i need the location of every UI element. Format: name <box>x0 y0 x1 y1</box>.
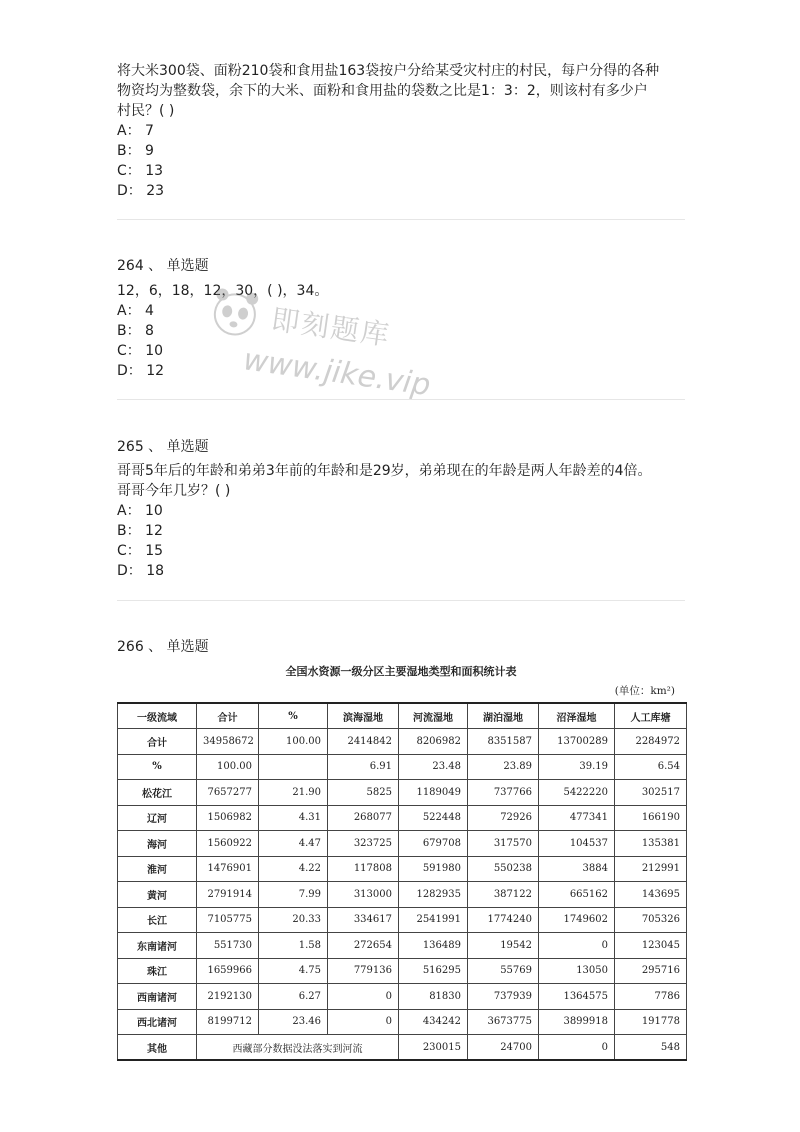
row-label: 合计 <box>118 729 197 755</box>
table-cell: 104537 <box>539 831 615 857</box>
table-row <box>118 831 687 857</box>
table-cell: 4.75 <box>259 958 328 984</box>
table-title: 全国水资源一级分区主要湿地类型和面积统计表 <box>285 665 517 678</box>
table-cell: 230015 <box>399 1035 468 1061</box>
option-b: B： 12 <box>117 523 163 539</box>
table-cell: 3899918 <box>539 1009 615 1035</box>
column-header: % <box>259 703 328 729</box>
question-263 <box>117 61 707 201</box>
question-265 <box>117 461 707 581</box>
table-cell: 522448 <box>399 805 468 831</box>
watermark-url: www.jike.vip <box>241 342 433 404</box>
table-cell: 2414842 <box>328 729 399 755</box>
row-label: 长江 <box>118 907 197 933</box>
table-cell: 39.19 <box>539 754 615 780</box>
table-cell: 7.99 <box>259 882 328 908</box>
table-cell: 1.58 <box>259 933 328 959</box>
question-header: 266 、 单选题 <box>117 639 209 655</box>
table-cell: 7657277 <box>197 780 259 806</box>
row-label: % <box>118 754 197 780</box>
table-cell: 8199712 <box>197 1009 259 1035</box>
table-cell: 5422220 <box>539 780 615 806</box>
column-header: 合计 <box>197 703 259 729</box>
table-cell: 0 <box>328 984 399 1010</box>
table-cell: 81830 <box>399 984 468 1010</box>
watermark-brand: 即刻题库 <box>269 302 393 353</box>
table-cell: 317570 <box>468 831 539 857</box>
table-cell: 20.33 <box>259 907 328 933</box>
column-header: 人工库塘 <box>615 703 687 729</box>
table-cell: 548 <box>615 1035 687 1061</box>
question-stem: 哥哥今年几岁？( ) <box>117 483 231 499</box>
row-label: 西北诸河 <box>118 1009 197 1035</box>
table-cell: 100.00 <box>197 754 259 780</box>
table-cell: 1506982 <box>197 805 259 831</box>
option-c: C： 10 <box>117 343 164 359</box>
row-label: 黄河 <box>118 882 197 908</box>
table-header-row <box>118 703 687 729</box>
table-cell: 143695 <box>615 882 687 908</box>
table-cell: 4.31 <box>259 805 328 831</box>
column-header: 滨海湿地 <box>328 703 399 729</box>
table-cell: 4.47 <box>259 831 328 857</box>
table-cell: 434242 <box>399 1009 468 1035</box>
table-cell: 1476901 <box>197 856 259 882</box>
table-cell: 23.46 <box>259 1009 328 1035</box>
table-cell: 136489 <box>399 933 468 959</box>
table-cell: 2541991 <box>399 907 468 933</box>
column-header: 一级流域 <box>118 703 197 729</box>
table-cell: 6.27 <box>259 984 328 1010</box>
table-cell: 123045 <box>615 933 687 959</box>
option-b: B： 9 <box>117 143 154 159</box>
table-cell: 24700 <box>468 1035 539 1061</box>
wetland-statistics-table <box>117 702 687 1061</box>
table-cell: 313000 <box>328 882 399 908</box>
table-cell: 5825 <box>328 780 399 806</box>
table-cell: 591980 <box>399 856 468 882</box>
table-cell: 550238 <box>468 856 539 882</box>
table-cell: 3673775 <box>468 1009 539 1035</box>
table-cell: 0 <box>539 933 615 959</box>
divider <box>117 219 685 220</box>
table-cell: 21.90 <box>259 780 328 806</box>
table-cell: 705326 <box>615 907 687 933</box>
table-row <box>118 729 687 755</box>
table-cell: 268077 <box>328 805 399 831</box>
table-cell: 7105775 <box>197 907 259 933</box>
table-cell: 135381 <box>615 831 687 857</box>
option-d: D： 12 <box>117 363 165 379</box>
question-stem: 村民？( ) <box>117 103 175 119</box>
table-unit: (单位：km²) <box>614 685 675 697</box>
table-note: 西藏部分数据没法落实到河流 <box>197 1035 399 1061</box>
table-cell: 323725 <box>328 831 399 857</box>
table-cell: 295716 <box>615 958 687 984</box>
table-cell: 3884 <box>539 856 615 882</box>
question-264 <box>117 281 707 381</box>
column-header: 湖泊湿地 <box>468 703 539 729</box>
option-d: D： 18 <box>117 563 165 579</box>
table-row <box>118 907 687 933</box>
table-cell: 2791914 <box>197 882 259 908</box>
table-cell <box>259 754 328 780</box>
table-row <box>118 1009 687 1035</box>
table-cell: 6.54 <box>615 754 687 780</box>
column-header: 河流湿地 <box>399 703 468 729</box>
table-cell: 191778 <box>615 1009 687 1035</box>
table-cell: 117808 <box>328 856 399 882</box>
table-cell: 387122 <box>468 882 539 908</box>
table-cell: 665162 <box>539 882 615 908</box>
table-cell: 8206982 <box>399 729 468 755</box>
column-header: 沼泽湿地 <box>539 703 615 729</box>
table-cell: 100.00 <box>259 729 328 755</box>
table-cell: 1560922 <box>197 831 259 857</box>
question-header: 264 、 单选题 <box>117 258 209 274</box>
table-cell: 737939 <box>468 984 539 1010</box>
option-c: C： 13 <box>117 163 164 179</box>
question-stem: 将大米300袋、面粉210袋和食用盐163袋按户分给某受灾村庄的村民，每户分得的各种 <box>117 63 660 79</box>
row-label: 淮河 <box>118 856 197 882</box>
table-cell: 23.48 <box>399 754 468 780</box>
table-row <box>118 1035 687 1061</box>
table-cell: 1659966 <box>197 958 259 984</box>
table-row <box>118 984 687 1010</box>
table-cell: 55769 <box>468 958 539 984</box>
table-row <box>118 958 687 984</box>
table-cell: 13700289 <box>539 729 615 755</box>
table-cell: 0 <box>328 1009 399 1035</box>
table-row <box>118 780 687 806</box>
option-a: A： 7 <box>117 123 154 139</box>
table-cell: 166190 <box>615 805 687 831</box>
question-header: 265 、 单选题 <box>117 439 209 455</box>
table-cell: 272654 <box>328 933 399 959</box>
table-row <box>118 805 687 831</box>
table-cell: 1774240 <box>468 907 539 933</box>
table-cell: 4.22 <box>259 856 328 882</box>
table-row <box>118 856 687 882</box>
row-label: 其他 <box>118 1035 197 1061</box>
table-cell: 23.89 <box>468 754 539 780</box>
table-cell: 1282935 <box>399 882 468 908</box>
row-label: 珠江 <box>118 958 197 984</box>
table-cell: 13050 <box>539 958 615 984</box>
table-cell: 477341 <box>539 805 615 831</box>
option-a: A： 4 <box>117 303 154 319</box>
table-cell: 34958672 <box>197 729 259 755</box>
table-row <box>118 933 687 959</box>
question-stem: 物资均为整数袋，余下的大米、面粉和食用盐的袋数之比是1：3：2，则该村有多少户 <box>117 83 648 99</box>
table-cell: 6.91 <box>328 754 399 780</box>
option-a: A： 10 <box>117 503 163 519</box>
table-row <box>118 882 687 908</box>
table-cell: 516295 <box>399 958 468 984</box>
row-label: 松花江 <box>118 780 197 806</box>
table-cell: 302517 <box>615 780 687 806</box>
table-cell: 8351587 <box>468 729 539 755</box>
divider <box>117 399 685 400</box>
table-cell: 551730 <box>197 933 259 959</box>
divider <box>117 600 685 601</box>
table-cell: 2192130 <box>197 984 259 1010</box>
row-label: 西南诸河 <box>118 984 197 1010</box>
table-cell: 2284972 <box>615 729 687 755</box>
table-cell: 212991 <box>615 856 687 882</box>
table-cell: 72926 <box>468 805 539 831</box>
table-cell: 737766 <box>468 780 539 806</box>
option-d: D： 23 <box>117 183 165 199</box>
table-cell: 1189049 <box>399 780 468 806</box>
table-cell: 1364575 <box>539 984 615 1010</box>
row-label: 东南诸河 <box>118 933 197 959</box>
table-cell: 0 <box>539 1035 615 1061</box>
row-label: 辽河 <box>118 805 197 831</box>
table-cell: 7786 <box>615 984 687 1010</box>
table-row <box>118 754 687 780</box>
table-cell: 779136 <box>328 958 399 984</box>
row-label: 海河 <box>118 831 197 857</box>
table-cell: 679708 <box>399 831 468 857</box>
table-cell: 1749602 <box>539 907 615 933</box>
question-stem: 哥哥5年后的年龄和弟弟3年前的年龄和是29岁，弟弟现在的年龄是两人年龄差的4倍。 <box>117 463 652 479</box>
option-c: C： 15 <box>117 543 164 559</box>
option-b: B： 8 <box>117 323 154 339</box>
question-stem: 12，6，18，12，30，( )，34。 <box>117 283 329 299</box>
table-cell: 19542 <box>468 933 539 959</box>
table-cell: 334617 <box>328 907 399 933</box>
